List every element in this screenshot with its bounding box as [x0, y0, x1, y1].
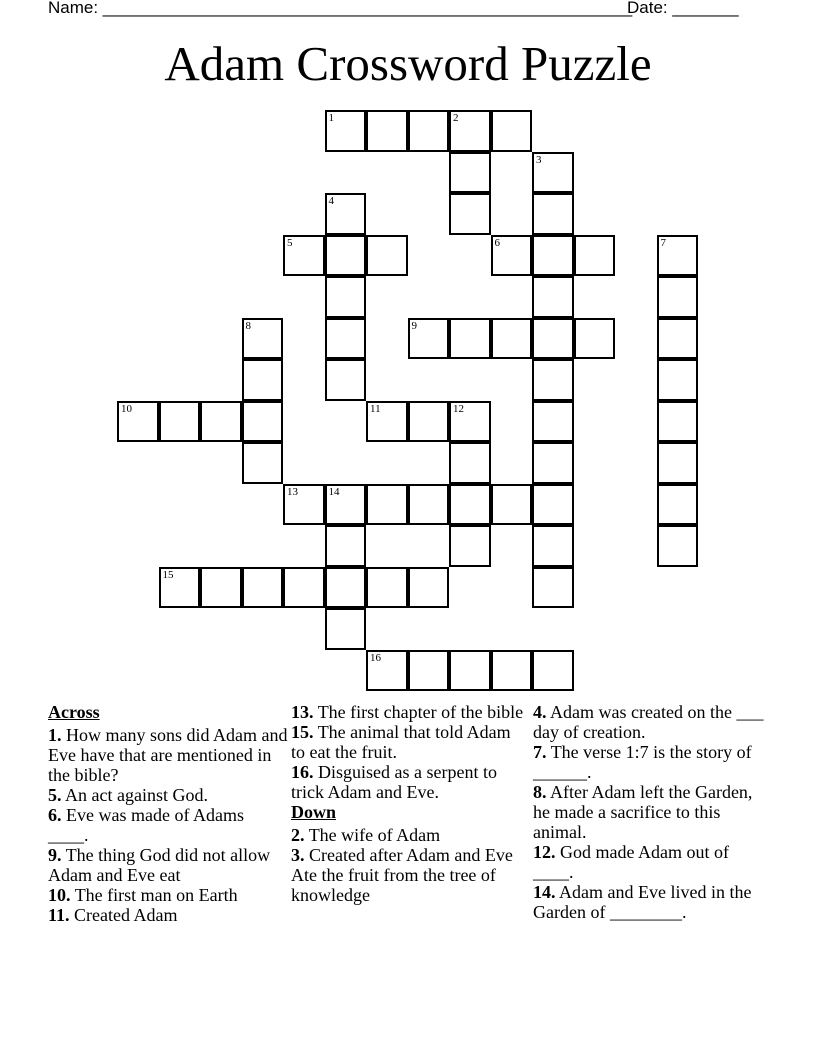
grid-cell[interactable]: [449, 193, 491, 235]
grid-cell[interactable]: [325, 318, 367, 360]
clue-number: 13: [287, 485, 298, 498]
clue-across-5: 5. An act against God.: [48, 785, 208, 805]
grid-cell[interactable]: [283, 484, 325, 526]
page-title: Adam Crossword Puzzle: [164, 36, 652, 91]
grid-cell[interactable]: [366, 650, 408, 692]
grid-cell[interactable]: [491, 110, 533, 152]
grid-cell[interactable]: [325, 193, 367, 235]
grid-cell[interactable]: [366, 567, 408, 609]
clue-across-11: 11. Created Adam: [48, 905, 178, 925]
clue-across-15: 15. The animal that told Adam to eat the fruit.: [291, 722, 511, 762]
clue-across-9: 9. The thing God did not allow Adam and Eve eat: [48, 845, 271, 885]
grid-cell[interactable]: [657, 359, 699, 401]
grid-cell[interactable]: [325, 525, 367, 567]
grid-cell[interactable]: [366, 235, 408, 277]
grid-cell[interactable]: [532, 235, 574, 277]
clue-number: 15: [162, 568, 174, 581]
grid-cell[interactable]: [366, 401, 408, 443]
clues-column-3: [533, 702, 773, 922]
clue-down-4: 4. Adam was created on the ___ day of creation.: [533, 702, 764, 742]
grid-cell[interactable]: [532, 276, 574, 318]
grid-cell[interactable]: [366, 110, 408, 152]
clues-column-1: [48, 702, 288, 925]
clue-down-3: 3. Created after Adam and Eve Ate the fruit from the tree of knowledge: [291, 845, 513, 905]
clue-across-16: 16. Disguised as a serpent to trick Adam and Eve.: [291, 762, 497, 802]
grid-cell[interactable]: [574, 318, 616, 360]
grid-cell[interactable]: [449, 152, 491, 194]
grid-cell[interactable]: [449, 484, 491, 526]
grid-cell[interactable]: [657, 401, 699, 443]
grid-cell[interactable]: [532, 152, 574, 194]
clue-number: 5: [287, 236, 293, 249]
grid-cell[interactable]: [408, 650, 450, 692]
clue-down-12: 12. God made Adam out of ____.: [533, 842, 729, 882]
grid-cell[interactable]: [325, 276, 367, 318]
grid-cell[interactable]: [283, 567, 325, 609]
grid-cell[interactable]: [449, 650, 491, 692]
grid-cell[interactable]: [449, 110, 491, 152]
grid-cell[interactable]: [325, 110, 367, 152]
down-heading: Down: [291, 802, 337, 822]
grid-cell[interactable]: [491, 318, 533, 360]
grid-cell[interactable]: [657, 525, 699, 567]
grid-cell[interactable]: [657, 235, 699, 277]
clue-number: 1: [328, 112, 334, 124]
clue-number: 14: [328, 485, 340, 498]
grid-cell[interactable]: [325, 235, 367, 277]
clue-across-13: 13. The first chapter of the bible: [291, 702, 524, 722]
grid-cell[interactable]: [408, 110, 450, 152]
clue-number: 7: [660, 236, 666, 249]
grid-cell[interactable]: [159, 567, 201, 609]
clue-across-10: 10. The first man on Earth: [48, 885, 238, 905]
grid-cell[interactable]: [657, 442, 699, 484]
grid-cell[interactable]: [449, 318, 491, 360]
name-field[interactable]: Name: ________________________________________________________: [48, 0, 633, 17]
grid-cell[interactable]: [200, 401, 242, 443]
grid-cell[interactable]: [242, 442, 284, 484]
clue-number: 2: [453, 112, 459, 124]
grid-cell[interactable]: [325, 359, 367, 401]
clue-number: 11: [370, 402, 381, 415]
grid-cell[interactable]: [325, 608, 367, 650]
grid-cell[interactable]: [532, 650, 574, 692]
clue-number: 6: [494, 236, 500, 249]
clue-down-2: 2. The wife of Adam: [291, 825, 441, 845]
grid-cell[interactable]: [532, 442, 574, 484]
clue-number: 16: [370, 651, 381, 664]
grid-cell[interactable]: [408, 318, 450, 360]
grid-cell[interactable]: [657, 484, 699, 526]
grid-cell[interactable]: [325, 567, 367, 609]
clue-number: 10: [121, 402, 132, 415]
grid-cell[interactable]: [657, 318, 699, 360]
grid-cell[interactable]: [408, 567, 450, 609]
grid-cell[interactable]: [159, 401, 201, 443]
clue-across-1: 1. How many sons did Adam and Eve have that are mentioned in the bible?: [48, 725, 288, 785]
grid-cell[interactable]: [408, 484, 450, 526]
clue-number: 3: [536, 153, 542, 166]
grid-cell[interactable]: [117, 401, 159, 443]
grid-cell[interactable]: [242, 318, 284, 360]
grid-cell[interactable]: [242, 567, 284, 609]
grid-cell[interactable]: [242, 401, 284, 443]
grid-cell[interactable]: [532, 359, 574, 401]
clue-down-8: 8. After Adam left the Garden, he made a sacrifice to this animal.: [533, 782, 753, 842]
across-heading: Across: [48, 702, 100, 722]
clue-down-14: 14. Adam and Eve lived in the Garden of ________.: [533, 882, 752, 922]
date-field[interactable]: Date: _______: [627, 0, 739, 17]
grid-cell[interactable]: [200, 567, 242, 609]
grid-cell[interactable]: [366, 484, 408, 526]
grid-cell[interactable]: [325, 484, 367, 526]
clue-across-6: 6. Eve was made of Adams ____.: [48, 805, 244, 845]
clues-column-2: [291, 702, 526, 905]
grid-cell[interactable]: [657, 276, 699, 318]
clue-down-7: 7. The verse 1:7 is the story of ______.: [533, 742, 752, 782]
grid-cell[interactable]: [532, 193, 574, 235]
grid-cell[interactable]: [532, 484, 574, 526]
grid-cell[interactable]: [532, 525, 574, 567]
grid-cell[interactable]: [408, 401, 450, 443]
clue-number: 4: [328, 195, 334, 207]
grid-cell[interactable]: [532, 318, 574, 360]
grid-cell[interactable]: [532, 567, 574, 609]
clue-number: 9: [411, 319, 417, 332]
grid-cell[interactable]: [283, 235, 325, 277]
grid-cell[interactable]: [449, 442, 491, 484]
grid-cell[interactable]: [532, 401, 574, 443]
grid-cell[interactable]: [449, 401, 491, 443]
grid-cell[interactable]: [242, 359, 284, 401]
grid-cell[interactable]: [491, 650, 533, 692]
clue-number: 12: [453, 402, 464, 415]
grid-cell[interactable]: [449, 525, 491, 567]
grid-cell[interactable]: [491, 235, 533, 277]
grid-cell[interactable]: [574, 235, 616, 277]
grid-cell[interactable]: [491, 484, 533, 526]
clue-number: 8: [245, 319, 251, 332]
